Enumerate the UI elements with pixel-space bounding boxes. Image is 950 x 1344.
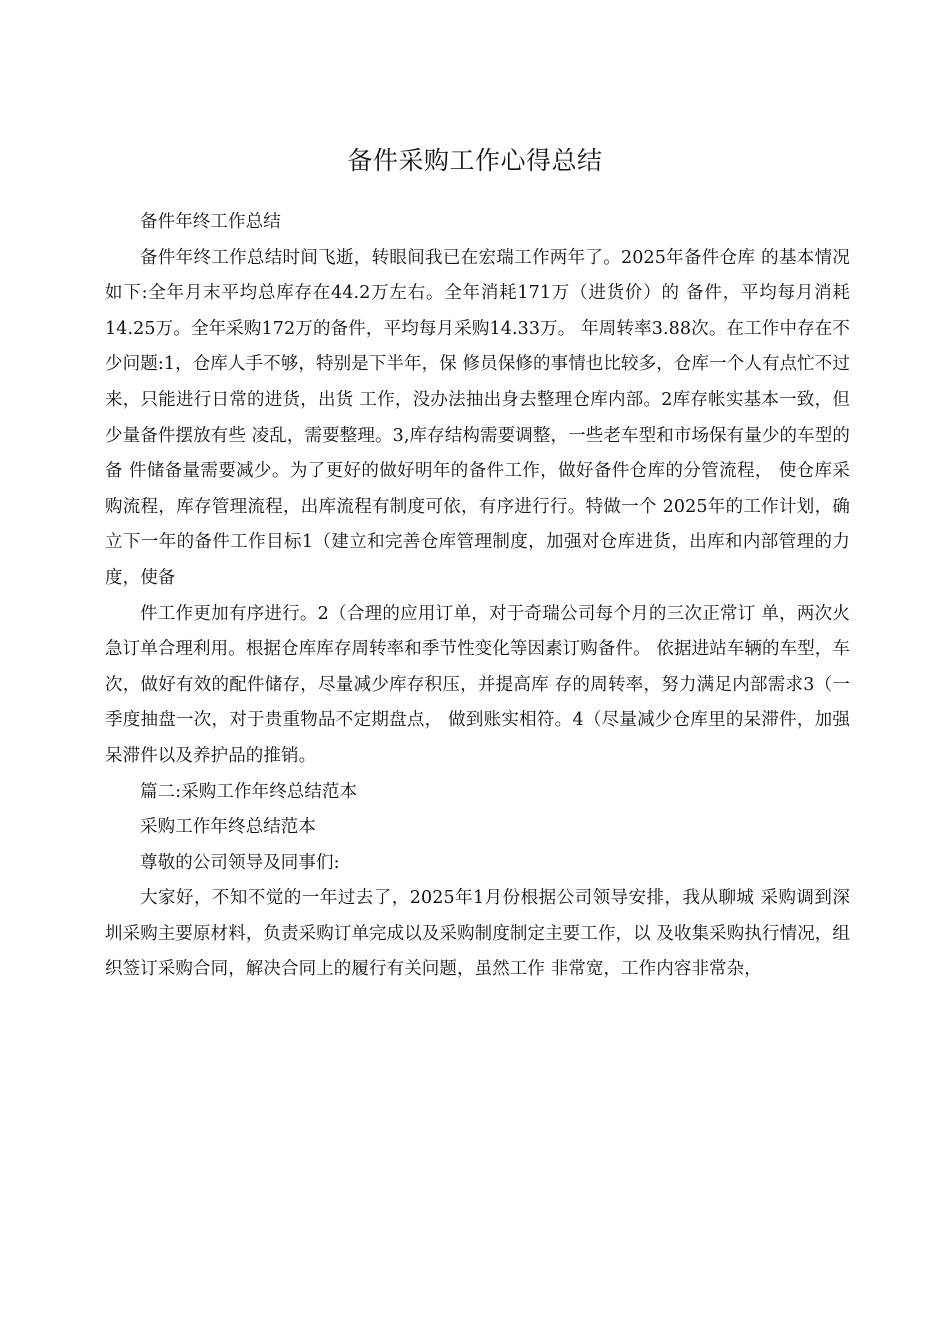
body-paragraph: 件工作更加有序进行。2（合理的应用订单，对于奇瑞公司每个月的三次正常订 单，两次火急订单合理利用。根据仓库库存周转率和季节性变化等因素订购备件。 依据进站车辆的车型，车次，做好有效的配件储存，尽量减少库存积压，并提高库 存的周转率，努力满足内部需求3（一季度抽盘一次，对于贵重物品不定期盘点， 做到账实相符。4（尽量减少仓库里的呆滞件，加强呆滞件以及养护品的推销。 (105, 603, 850, 766)
section-heading: 篇二:采购工作年终总结范本 (140, 781, 358, 802)
document-body (105, 205, 850, 988)
body-paragraph: 备件年终工作总结时间飞逝，转眼间我已在宏瑞工作两年了。2025年备件仓库 的基本情况如下:全年月末平均总库存在44.2万左右。全年消耗171万（进货价）的 备件，平均每月消耗14.25万。全年采购172万的备件，平均每月采购14.33万。 年周转率3.88次。在工作中存在不少问题:1，仓库人手不够，特别是下半年，保 修员保修的事情也比较多，仓库一个人有点忙不过来，只能进行日常的进货，出货 工作，没办法抽出身去整理仓库内部。2库存帐实基本一致，但少量备件摆放有些 凌乱，需要整理。3,库存结构需要调整，一些老车型和市场保有量少的车型的备 件储备量需要减少。为了更好的做好明年的备件工作，做好备件仓库的分管流程， 使仓库采购流程，库存管理流程，出库流程有制度可依，有序进行行。特做一个 2025年的工作计划，确立下一年的备件工作目标1（建立和完善仓库管理制度，加强对仓库进货，出库和内部管理的力度，使备 (105, 247, 850, 588)
section-heading: 备件年终工作总结 (140, 212, 281, 232)
document-title: 备件采购工作心得总结 (347, 146, 603, 175)
salutation: 尊敬的公司领导及同事们: (140, 852, 340, 873)
body-paragraph: 大家好，不知不觉的一年过去了，2025年1月份根据公司领导安排，我从聊城 采购调到深圳采购主要原材料，负责采购订单完成以及采购制度制定主要工作，以 及收集采购执行情况，组织签订采购合同，解决合同上的履行有关问题，虽然工作 非常宽，工作内容非常杂， (105, 888, 850, 980)
section-heading: 采购工作年终总结范本 (140, 817, 316, 838)
